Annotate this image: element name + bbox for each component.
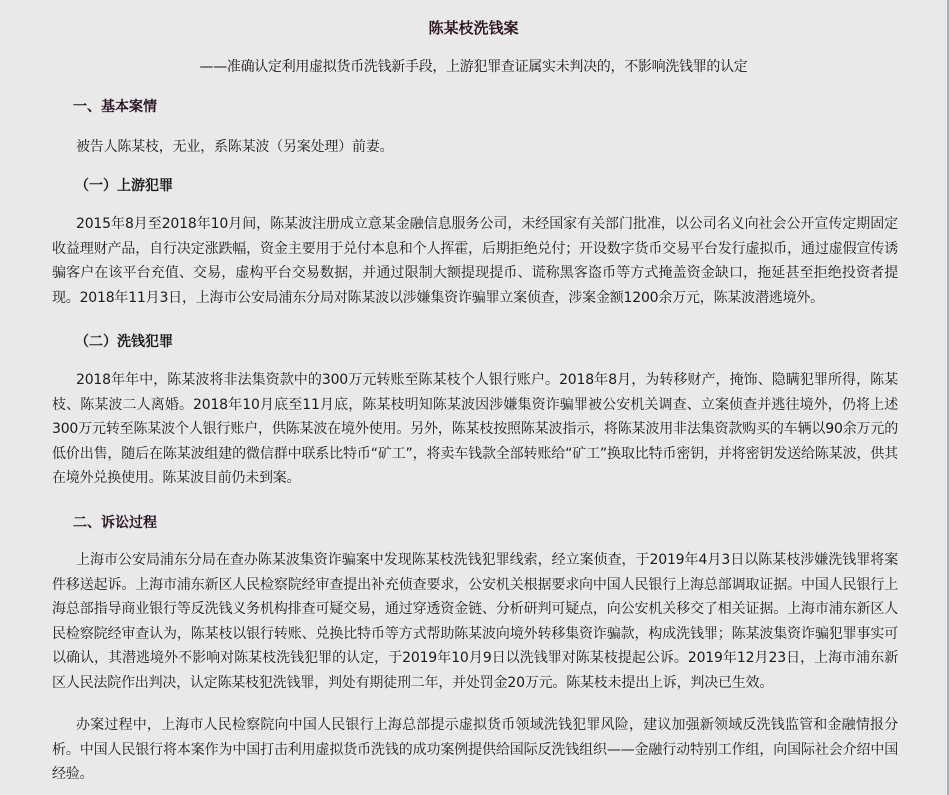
section-heading-litigation-process: 二、诉讼过程 <box>73 515 157 531</box>
defendant-intro-paragraph: 被告人陈某枝，无业，系陈某波（另案处理）前妻。 <box>76 139 394 155</box>
litigation-paragraph-2: 办案过程中，上海市人民检察院向中国人民银行上海总部提示虚拟货币领域洗钱犯罪风险，建议加强新领域反洗钱监管和金融情报分析。中国人民银行将本案作为中国打击利用虚拟货币洗钱的成功案例提供给国际反洗钱组织——金融行动特别工作组，向国际社会介绍中国经验。 <box>52 717 898 782</box>
subsection-heading-upstream-crime: （一）上游犯罪 <box>75 178 173 194</box>
page-title: 陈某枝洗钱案 <box>428 19 519 37</box>
upstream-crime-paragraph: 2015年8月至2018年10月间，陈某波注册成立意某金融信息服务公司，未经国家有关部门批准，以公司名义向社会公开宣传定期固定收益理财产品，自行决定涨跌幅，资金主要用于兑付本息和个人挥霍，后期拒绝兑付；开设数字货币交易平台发行虚拟币，通过虚假宣传诱骗客户在该平台充值、交易，虚构平台交易数据，并通过限制大额提现提币、谎称黑客盗币等方式掩盖资金缺口，拖延甚至拒绝投资者提现。2018年11月3日，上海市公安局浦东分局对陈某波以涉嫌集资诈骗罪立案侦查，涉案金额1200余万元，陈某波潜逃境外。 <box>52 216 898 306</box>
section-heading-basic-facts: 一、基本案情 <box>73 99 157 115</box>
money-laundering-paragraph: 2018年年中，陈某波将非法集资款中的300万元转账至陈某枝个人银行账户。2018年8月，为转移财产，掩饰、隐瞒犯罪所得，陈某枝、陈某波二人离婚。2018年10月底至11月底，陈某枝明知陈某波因涉嫌集资诈骗罪被公安机关调查、立案侦查并逃往境外，仍将上述300万元转至陈某波个人银行账户，供陈某波在境外使用。另外，陈某枝按照陈某波指示，将陈某波用非法集资款购买的车辆以90余万元的低价出售，随后在陈某波组建的微信群中联系比特币“矿工”，将卖车钱款全部转账给“矿工”换取比特币密钥，并将密钥发送给陈某波，供其在境外兑换使用。陈某波目前仍未到案。 <box>52 372 898 486</box>
page-subtitle: ——准确认定利用虚拟货币洗钱新手段，上游犯罪查证属实未判决的，不影响洗钱罪的认定 <box>199 59 748 75</box>
litigation-paragraph-1: 上海市公安局浦东分局在查办陈某波集资诈骗案中发现陈某枝洗钱犯罪线索，经立案侦查，于2019年4月3日以陈某枝涉嫌洗钱罪将案件移送起诉。上海市浦东新区人民检察院经审查提出补充侦查要求，公安机关根据要求向中国人民银行上海总部调取证据。中国人民银行上海总部指导商业银行等反洗钱义务机构排查可疑交易，通过穿透资金链、分析研判可疑点，向公安机关移交了相关证据。上海市浦东新区人民检察院经审查认为，陈某枝以银行转账、兑换比特币等方式帮助陈某波向境外转移集资诈骗款，构成洗钱罪；陈某波集资诈骗犯罪事实可以确认，其潜逃境外不影响对陈某枝洗钱犯罪的认定，于2019年10月9日以洗钱罪对陈某枝提起公诉。2019年12月23日，上海市浦东新区人民法院作出判决，认定陈某枝犯洗钱罪，判处有期徒刑二年，并处罚金20万元。陈某枝未提出上诉，判决已生效。 <box>52 552 898 691</box>
subsection-heading-money-laundering: （二）洗钱犯罪 <box>75 334 173 350</box>
